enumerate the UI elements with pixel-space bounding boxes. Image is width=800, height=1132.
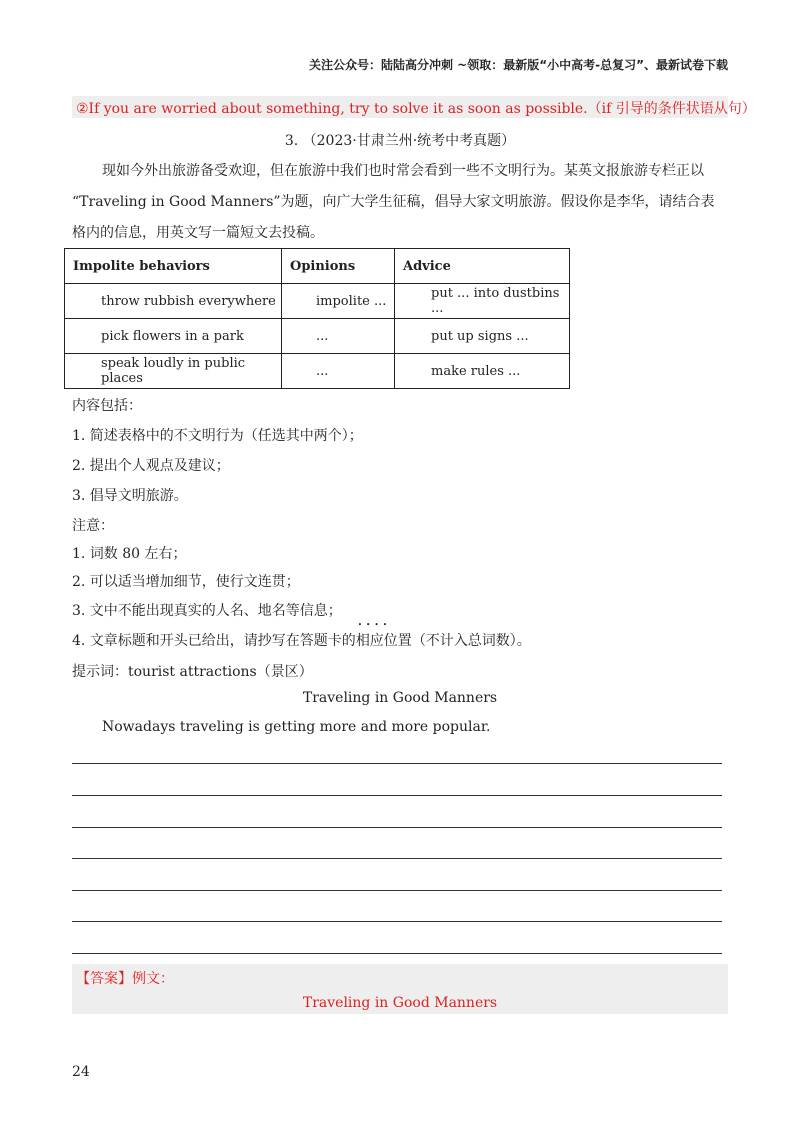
intro-line-1: 现如今外出旅游备受欢迎，但在旅游中我们也时常会看到一些不文明行为。某英文报旅游专栏正以 [102, 163, 704, 179]
content-item: 1. 简述表格中的不文明行为（任选其中两个）； [72, 428, 363, 444]
question-source: （2023·甘肃兰州·统考中考真题） [302, 133, 516, 149]
content-item: 2. 提出个人观点及建议； [72, 458, 230, 474]
answer-title: Traveling in Good Manners [302, 995, 498, 1011]
answer-line [72, 921, 722, 922]
answer-label: 【答案】例文： [76, 971, 174, 987]
answer-line [72, 890, 722, 891]
notes-label: 注意： [72, 518, 114, 534]
table-cell: throw rubbish everywhere [65, 284, 282, 319]
notes-item4-before: 4. 文章标题和开头已给出，请抄写在答题卡的 [72, 633, 356, 649]
content-item: 3. 倡导文明旅游。 [72, 488, 188, 504]
page-number: 24 [72, 1064, 90, 1080]
notes-item: 1. 词数 80 左右； [72, 546, 187, 562]
notes-item-4 [72, 630, 531, 650]
question-number: 3. [284, 133, 299, 149]
table-header-cell: Advice [395, 249, 570, 284]
answer-line [72, 827, 722, 828]
example-highlight [72, 96, 756, 118]
answer-line [72, 763, 722, 764]
table-header-row [65, 249, 570, 284]
notes-item: 2. 可以适当增加细节，使行文连贯； [72, 574, 300, 590]
table-cell: impolite ... [282, 284, 395, 319]
table-cell: put ... into dustbins ... [395, 284, 570, 319]
example-sentence: ②If you are worried about something, try to solve it as soon as possible.（if 引导的条件状语从句） [76, 101, 756, 117]
intro-line-2: “Traveling in Good Manners”为题，向广大学生征稿，倡导大家文明旅游。假设你是李华，请结合表 [72, 194, 715, 210]
table-cell: ... [282, 354, 395, 389]
table-cell: pick flowers in a park [65, 319, 282, 354]
table-row [65, 354, 570, 389]
behaviors-table [64, 248, 570, 389]
table-row [65, 284, 570, 319]
essay-title: Traveling in Good Manners [302, 690, 498, 706]
content-label: 内容包括： [72, 398, 142, 414]
answer-line [72, 953, 722, 954]
hint-words: 提示词：tourist attractions（景区） [72, 664, 313, 680]
page-header: 关注公众号：陆陆高分冲刺 ~领取：最新版“小中高考-总复习”、最新试卷下载 [309, 58, 728, 72]
table-row [65, 319, 570, 354]
answer-line [72, 858, 722, 859]
answer-highlight [72, 964, 728, 1014]
notes-item: 3. 文中不能出现真实的人名、地名等信息； [72, 603, 342, 619]
table-cell: ... [282, 319, 395, 354]
question-heading [72, 130, 728, 150]
intro-line-3: 格内的信息，用英文写一篇短文去投稿。 [72, 225, 324, 241]
table-header-cell: Opinions [282, 249, 395, 284]
table-cell: put up signs ... [395, 319, 570, 354]
table-cell: make rules ... [395, 354, 570, 389]
notes-item4-after: （不计入总词数）。 [411, 633, 531, 649]
answer-line [72, 795, 722, 796]
table-cell: speak loudly in public places [65, 354, 282, 389]
emphasized-text: • • • • 相应位置 [356, 630, 412, 650]
essay-opening: Nowadays traveling is getting more and more popular. [102, 719, 491, 735]
table-header-cell: Impolite behaviors [65, 249, 282, 284]
